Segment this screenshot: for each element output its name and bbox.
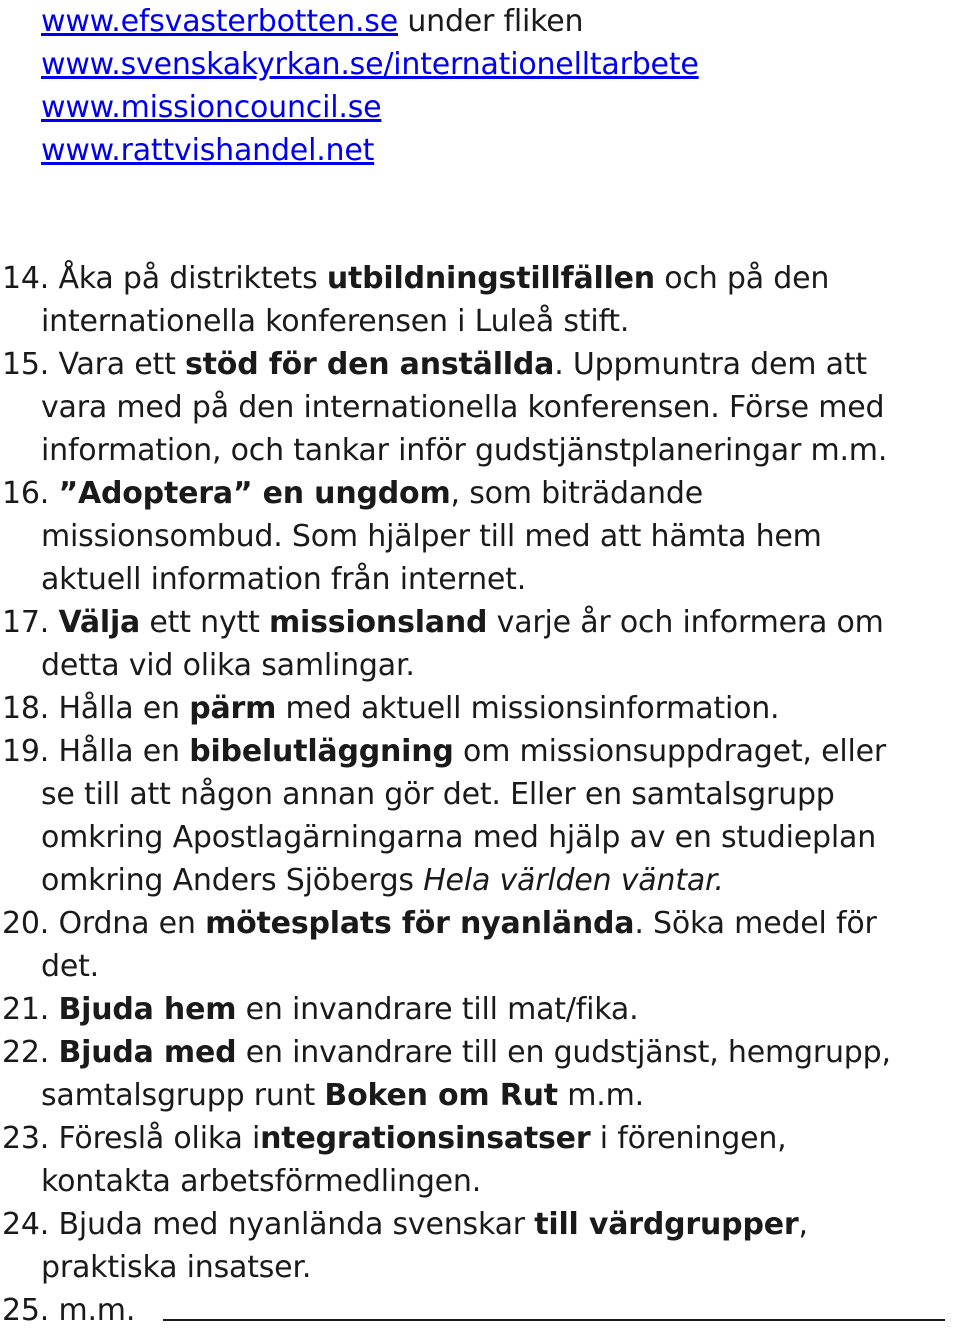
item-bold-text: pärm: [189, 691, 277, 726]
item-text: omkring Apostlagärningarna med hjälp av en studieplan: [41, 820, 877, 855]
list-item-19: [2, 730, 886, 773]
item-bold-text: ”Adoptera” en ungdom: [58, 476, 451, 511]
item-text: en invandrare till en gudstjänst, hemgrupp,: [236, 1035, 891, 1070]
item-text: ett nytt: [140, 605, 269, 640]
list-item-15-cont: [41, 429, 887, 472]
list-item-17: [2, 601, 884, 644]
list-item-16-cont: [41, 558, 526, 601]
fill-in-underline: [163, 1319, 945, 1321]
item-text: omkring Anders Sjöbergs: [41, 863, 424, 898]
link-svenskakyrkan[interactable]: www.svenskakyrkan.se/internationelltarbete: [41, 47, 699, 82]
item-italic-title: Hela världen väntar.: [423, 863, 724, 898]
list-item-20-cont: [41, 945, 99, 988]
item-text: . Söka medel för: [634, 906, 877, 941]
item-bold-text: Boken om Rut: [324, 1078, 558, 1113]
item-bold-text: mötesplats för nyanlända: [205, 906, 635, 941]
list-item-19-cont: [41, 859, 724, 902]
list-item-18: [2, 687, 779, 730]
item-bold-text: stöd för den anställda: [185, 347, 555, 382]
link-efsvasterbotten[interactable]: www.efsvasterbotten.se: [41, 4, 398, 39]
list-item-16: [2, 472, 703, 515]
list-item-23: [2, 1117, 787, 1160]
item-text: , som biträdande: [450, 476, 703, 511]
item-text: detta vid olika samlingar.: [41, 648, 415, 683]
link-line-svk: [41, 43, 699, 86]
item-text: missionsombud. Som hjälper till med att hämta hem: [41, 519, 822, 554]
list-item-17-cont: [41, 644, 415, 687]
item-bold-text: missionsland: [268, 605, 488, 640]
list-item-14: [2, 257, 829, 300]
list-item-24: [2, 1203, 808, 1246]
item-text: en invandrare till mat/fika.: [236, 992, 639, 1027]
item-bold-text: utbildningstillfällen: [326, 261, 655, 296]
item-text: 20. Ordna en: [2, 906, 206, 941]
item-text: 23. Föreslå olika i: [2, 1121, 261, 1156]
item-bold-text: Välja: [58, 605, 141, 640]
link-suffix-text: under fliken: [397, 4, 584, 39]
item-text: 22.: [2, 1035, 59, 1070]
list-item-15: [2, 343, 867, 386]
item-bold-text: Bjuda med: [58, 1035, 237, 1070]
item-text: 17.: [2, 605, 59, 640]
item-text: det.: [41, 949, 99, 984]
item-bold-text: ntegrationsinsatser: [260, 1121, 591, 1156]
link-line-rattvis: [41, 129, 374, 172]
list-item-22-cont: [41, 1074, 644, 1117]
item-text: och på den: [654, 261, 830, 296]
list-item-19-cont: [41, 816, 876, 859]
list-item-16-cont: [41, 515, 822, 558]
item-text: 25. m.m.: [2, 1293, 136, 1328]
list-item-22: [2, 1031, 891, 1074]
item-bold-text: Bjuda hem: [58, 992, 237, 1027]
list-item-21: [2, 988, 638, 1031]
item-text: 14. Åka på distriktets: [2, 261, 327, 296]
item-text: se till att någon annan gör det. Eller en samtalsgrupp: [41, 777, 835, 812]
item-text: kontakta arbetsförmedlingen.: [41, 1164, 482, 1199]
item-text: internationella konferensen i Luleå stift.: [41, 304, 630, 339]
item-text: ,: [798, 1207, 808, 1242]
item-bold-text: bibelutläggning: [189, 734, 454, 769]
item-text: praktiska insatser.: [41, 1250, 312, 1285]
list-item-14-cont: [41, 300, 629, 343]
item-text: aktuell information från internet.: [41, 562, 527, 597]
link-line-efs: [41, 0, 583, 43]
item-text: vara med på den internationella konferensen. Förse med: [41, 390, 885, 425]
item-text: om missionsuppdraget, eller: [453, 734, 887, 769]
item-text: 24. Bjuda med nyanlända svenskar: [2, 1207, 535, 1242]
list-item-15-cont: [41, 386, 884, 429]
item-text: 21.: [2, 992, 59, 1027]
item-text: 19. Hålla en: [2, 734, 190, 769]
link-rattvishandel[interactable]: www.rattvishandel.net: [41, 133, 375, 168]
list-item-23-cont: [41, 1160, 481, 1203]
list-item-20: [2, 902, 877, 945]
link-line-mission: [41, 86, 381, 129]
list-item-19-cont: [41, 773, 835, 816]
item-bold-text: till värdgrupper: [534, 1207, 799, 1242]
list-item-25: [2, 1289, 135, 1332]
item-text: 15. Vara ett: [2, 347, 185, 382]
item-text: 18. Hålla en: [2, 691, 190, 726]
item-text: varje år och informera om: [487, 605, 884, 640]
item-text: i föreningen,: [590, 1121, 787, 1156]
link-missioncouncil[interactable]: www.missioncouncil.se: [41, 90, 382, 125]
item-text: 16.: [2, 476, 59, 511]
item-text: . Uppmuntra dem att: [554, 347, 867, 382]
item-text: med aktuell missionsinformation.: [276, 691, 780, 726]
item-text: m.m.: [557, 1078, 644, 1113]
item-text: information, och tankar inför gudstjänstplaneringar m.m.: [41, 433, 888, 468]
list-item-24-cont: [41, 1246, 311, 1289]
item-text: samtalsgrupp runt: [41, 1078, 325, 1113]
